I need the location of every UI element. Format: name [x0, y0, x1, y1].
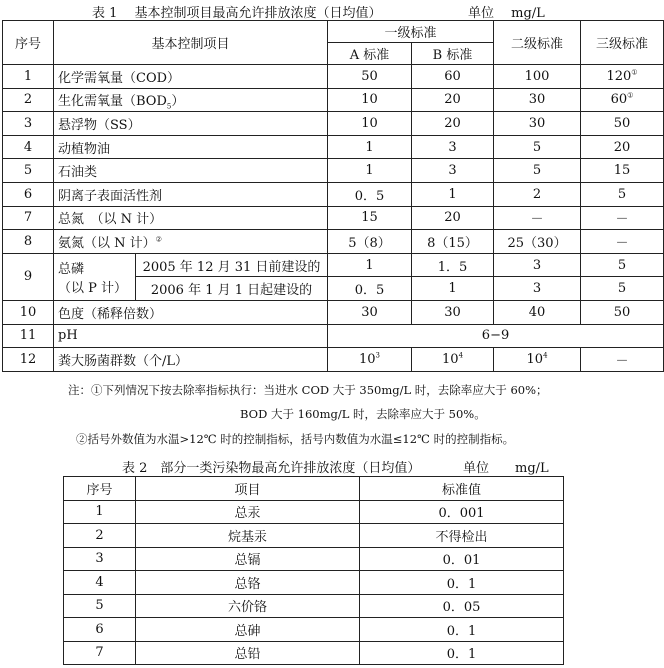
row-g3-value: 60 [610, 92, 628, 108]
row-no: 5 [64, 594, 136, 618]
table-row [3, 324, 664, 348]
row-item-text: 氨氮（以 N 计） [58, 235, 156, 251]
header-seq: 序号 [3, 21, 54, 65]
table-row [64, 618, 564, 642]
row-b-base: 10 [442, 351, 459, 367]
row-b [412, 348, 494, 372]
row-item [54, 88, 328, 112]
row-g3: 5 [581, 277, 664, 301]
table2-header-row [64, 477, 564, 501]
row-g3: 5 [581, 253, 664, 277]
row-value: 0．1 [360, 571, 564, 595]
row-item: 总砷 [136, 618, 360, 642]
row-b: 20 [412, 88, 494, 112]
row-g3: － [581, 230, 664, 254]
table-row [3, 300, 664, 324]
row-item-line2: （以 P 计） [58, 280, 128, 296]
row-no: 10 [3, 300, 54, 324]
header-grade2: 二级标准 [494, 21, 581, 65]
row-item: 阴离子表面活性剂 [54, 182, 328, 206]
row-no: 6 [64, 618, 136, 642]
row-g2-base: 10 [526, 351, 544, 367]
header-grade1-a: A 标准 [328, 43, 412, 65]
row-g2: 2 [494, 182, 581, 206]
row-value: 0．001 [360, 500, 564, 524]
table-row [64, 594, 564, 618]
row-item: pH [54, 324, 328, 348]
row-item: 总汞 [136, 500, 360, 524]
row-item: 粪大肠菌群数（个/L） [54, 348, 328, 372]
row-item-sub: 5 [166, 102, 172, 111]
row-b: 3 [412, 135, 494, 159]
row-no: 2 [64, 524, 136, 548]
table-row [3, 88, 664, 112]
row-item: 烷基汞 [136, 524, 360, 548]
row-item: 化学需氧量（COD） [54, 65, 328, 89]
row-a: 1 [328, 253, 412, 277]
row-no: 3 [64, 547, 136, 571]
row-no: 2 [3, 88, 54, 112]
header-value: 标准值 [360, 477, 564, 501]
row-item: 总铬 [136, 571, 360, 595]
row-value: 0．05 [360, 594, 564, 618]
row-no: 4 [64, 571, 136, 595]
row-g2: 5 [494, 159, 581, 183]
row-no: 8 [3, 230, 54, 254]
row-b: 1 [412, 182, 494, 206]
table1-unit: 单位 mg/L [468, 6, 545, 21]
table-row [3, 230, 664, 254]
row-no: 7 [64, 641, 136, 665]
table-row [3, 348, 664, 372]
row-item: 石油类 [54, 159, 328, 183]
row-no: 12 [3, 348, 54, 372]
row-no: 9 [3, 253, 54, 300]
header-item: 项目 [136, 477, 360, 501]
header-item: 基本控制项目 [54, 21, 328, 65]
row-a: 10 [328, 112, 412, 136]
row-a: 15 [328, 206, 412, 230]
note-line-1: 注：①下列情况下按去除率指标执行：当进水 COD 大于 350mg/L 时，去除率应大于 60%； [68, 383, 548, 397]
row-b: 20 [412, 112, 494, 136]
row-a: 5（8） [328, 230, 412, 254]
row-a: 1 [328, 135, 412, 159]
row-subitem: 2006 年 1 月 1 日起建设的 [136, 277, 328, 301]
row-item: 悬浮物（SS） [54, 112, 328, 136]
row-a: 50 [328, 65, 412, 89]
row-g2-exp: 4 [543, 351, 548, 360]
row-item-line1: 总磷 [58, 261, 85, 277]
row-g3-value: 120 [606, 68, 632, 84]
row-g3: － [581, 206, 664, 230]
row-g3: 50 [581, 112, 664, 136]
row-b: 30 [412, 300, 494, 324]
row-item: 动植物油 [54, 135, 328, 159]
table-row [64, 500, 564, 524]
table1-title: 表 1 基本控制项目最高允许排放浓度（日均值） [92, 6, 382, 21]
row-g3: 20 [581, 135, 664, 159]
row-item: 色度（稀释倍数） [54, 300, 328, 324]
row-item: 六价铬 [136, 594, 360, 618]
row-a: 1 [328, 159, 412, 183]
header-grade1: 一级标准 [328, 21, 494, 43]
row-a: 30 [328, 300, 412, 324]
row-g3: 15 [581, 159, 664, 183]
row-g2: 30 [494, 112, 581, 136]
row-a [328, 348, 412, 372]
row-a: 10 [328, 88, 412, 112]
row-no: 1 [64, 500, 136, 524]
row-no: 11 [3, 324, 54, 348]
row-g2: 3 [494, 277, 581, 301]
row-value: 0．01 [360, 547, 564, 571]
table2-title: 表 2 部分一类污染物最高允许排放浓度（日均值） [122, 461, 421, 476]
table-row [3, 112, 664, 136]
row-g3: 50 [581, 300, 664, 324]
row-g2: 30 [494, 88, 581, 112]
row-g3 [581, 88, 664, 112]
row-g2: 3 [494, 253, 581, 277]
note-line-3: ②括号外数值为水温>12℃ 时的控制指标，括号内数值为水温≤12℃ 时的控制指标。 [76, 432, 515, 446]
row-g3: － [581, 348, 664, 372]
row-b: 60 [412, 65, 494, 89]
row-no: 7 [3, 206, 54, 230]
row-b: 1 [412, 277, 494, 301]
table-row [64, 641, 564, 665]
table-row [64, 547, 564, 571]
table2 [63, 476, 564, 665]
row-g2: 25（30） [494, 230, 581, 254]
row-no: 1 [3, 65, 54, 89]
row-item: 总氮 （以 N 计） [54, 206, 328, 230]
table-row [3, 159, 664, 183]
note-line-2: BOD 大于 160mg/L 时，去除率应大于 50%。 [240, 407, 486, 421]
row-item-pre: 生化需氧量（BOD [58, 94, 167, 110]
table1-header-row [3, 21, 664, 43]
row-a-base: 10 [359, 351, 376, 367]
table-row [64, 524, 564, 548]
header-grade3: 三级标准 [581, 21, 664, 65]
row-a: 0．5 [328, 182, 412, 206]
table-row [3, 135, 664, 159]
row-b: 8（15） [412, 230, 494, 254]
table-row [3, 206, 664, 230]
table-row [3, 253, 664, 277]
header-seq: 序号 [64, 477, 136, 501]
row-item-phosphorus [54, 253, 136, 300]
row-g2: 5 [494, 135, 581, 159]
table-row [64, 571, 564, 595]
row-value: 不得检出 [360, 524, 564, 548]
row-item: 总镉 [136, 547, 360, 571]
row-b: 20 [412, 206, 494, 230]
row-a: 0．5 [328, 277, 412, 301]
row-value: 0．1 [360, 641, 564, 665]
row-no: 6 [3, 182, 54, 206]
row-item-post: ） [171, 94, 185, 110]
row-no: 5 [3, 159, 54, 183]
row-g3-footnote: ① [627, 92, 634, 101]
row-g3-footnote: ① [631, 68, 638, 77]
row-no: 3 [3, 112, 54, 136]
row-b: 1．5 [412, 253, 494, 277]
row-item [54, 230, 328, 254]
row-subitem: 2005 年 12 月 31 日前建设的 [136, 253, 328, 277]
row-g2: 40 [494, 300, 581, 324]
row-g2: － [494, 206, 581, 230]
table1 [2, 20, 664, 372]
row-g3: 5 [581, 182, 664, 206]
row-no: 4 [3, 135, 54, 159]
row-item-footnote: ② [155, 235, 162, 244]
row-g2 [494, 348, 581, 372]
row-g2: 100 [494, 65, 581, 89]
row-b-exp: 4 [458, 351, 464, 360]
table-row [3, 182, 664, 206]
row-b: 3 [412, 159, 494, 183]
row-item: 总铅 [136, 641, 360, 665]
row-value: 0．1 [360, 618, 564, 642]
table2-unit: 单位 mg/L [463, 461, 549, 476]
row-a-exp: 3 [375, 351, 381, 360]
row-ph-value: 6−9 [328, 324, 664, 348]
table-row [3, 65, 664, 89]
row-g3 [581, 65, 664, 89]
header-grade1-b: B 标准 [412, 43, 494, 65]
